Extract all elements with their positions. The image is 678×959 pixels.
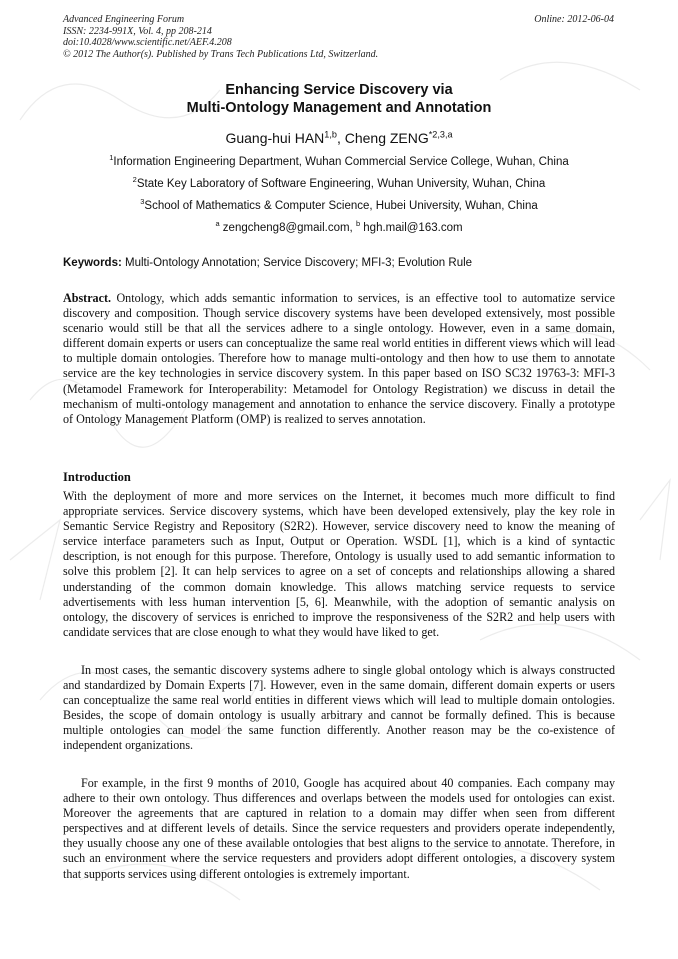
affiliation-3 — [0, 199, 678, 213]
author-list — [0, 129, 678, 147]
affiliation-2-text: State Key Laboratory of Software Engineering, Wuhan University, Wuhan, China — [136, 178, 546, 190]
introduction-heading: Introduction — [63, 470, 131, 484]
author-1: Guang-hui HAN — [225, 130, 325, 146]
online-date: Online: 2012-06-04 — [534, 14, 614, 25]
copyright-line: © 2012 The Author(s). Published by Trans Tech Publications Ltd, Switzerland. — [63, 48, 379, 60]
publication-header — [63, 14, 483, 60]
email-a-mark: a — [215, 219, 220, 229]
journal-name: Advanced Engineering Forum — [63, 14, 185, 25]
affiliation-2 — [0, 177, 678, 191]
affiliation-2-mark: 2 — [132, 175, 137, 185]
affiliation-3-mark: 3 — [140, 197, 145, 207]
abstract-text: Ontology, which adds semantic information to services, is an effective tool to automatize service discovery and composition. Though service discovery systems have been developed extensively, most possible scenario would still be that all the services adhere to a single ontology. However, even in a same domain, different domain experts or users can conceptualize the same real world entities in different views which will lead to multiple domain ontologies. Therefore how to manage multi-ontology and then how to use them to annotate service are the key technologies in service discovery system. In this paper based on ISO SC32 19763-3: MFI-3 (Metamodel Framework for Interoperability: Metamodel for Ontology Registration) we discuss in detail the mechanism of multi-ontology management and annotation to enhance the service discovery. Finally a prototype of Ontology Management Platform (OMP) is realized to serves annotation. — [63, 291, 615, 426]
keywords-text: Multi-Ontology Annotation; Service Discovery; MFI-3; Evolution Rule — [121, 257, 473, 269]
issn-line: ISSN: 2234-991X, Vol. 4, pp 208-214 — [63, 25, 212, 37]
affiliation-3-text: School of Mathematics & Computer Science, Hubei University, Wuhan, China — [144, 200, 538, 212]
affiliation-1-text: Information Engineering Department, Wuhan Commercial Service College, Wuhan, China — [113, 156, 569, 168]
author-2-affiliation: *2,3,a — [428, 129, 453, 140]
doi-line: doi:10.4028/www.scientific.net/AEF.4.208 — [63, 37, 232, 48]
affiliation-1 — [0, 155, 678, 169]
intro-paragraph-3: For example, in the first 9 months of 2010, Google has acquired about 40 companies. Each company may adhere to their own ontology. Thus differences and overlaps between the models used for ontologies can exist. Moreover the agreements that are captured in relation to a domain may differ when seen from different perspectives and at different levels of details. Since the service requesters and providers operate independently, they usually choose any one of these available ontologies that best aligns to the service to annotate. Therefore, in such an environment where the service requesters and providers adopt different ontologies, a discovery system that supports services using different ontologies is extremely important. — [63, 776, 615, 881]
keywords-label: Keywords: — [63, 257, 122, 269]
author-2: Cheng ZENG — [344, 130, 429, 146]
author-emails — [0, 221, 678, 235]
keywords — [63, 256, 615, 270]
intro-paragraph-2: In most cases, the semantic discovery systems adhere to single global ontology which is always constructed and standardized by Domain Experts [7]. However, even in the same domain, different domain experts or users can conceptualize the same real world entities in different views which will lead to multiple domain ontologies. Besides, the scope of domain ontology is usually arbitrary and cannot be formally defined. This is because multiple ontologies can model the same function differently. Another reason may be the co-existence of independent organizations. — [63, 663, 615, 753]
email-a[interactable]: zengcheng8@gmail.com, — [219, 222, 356, 234]
paper-title — [0, 81, 678, 117]
title-line-1: Enhancing Service Discovery via — [225, 82, 453, 98]
abstract-paragraph — [63, 291, 615, 427]
author-separator: , — [336, 130, 345, 146]
email-b-mark: b — [355, 219, 361, 229]
email-b[interactable]: hgh.mail@163.com — [360, 222, 463, 234]
abstract-label: Abstract. — [63, 291, 112, 305]
affiliation-1-mark: 1 — [109, 153, 114, 163]
author-1-affiliation: 1,b — [324, 129, 337, 140]
intro-paragraph-1: With the deployment of more and more services on the Internet, it becomes much more difficult to find appropriate services. Service discovery systems, which have been developed extensively, play the key role in Semantic Service Registry and Repository (S2R2). However, service discovery need to know the meaning of service interface parameters such as Input, Output or Operation. WSDL [1], which is a kind of syntactic description, is not enough for this purpose. Therefore, Ontology is usually used to add semantic information to solve this problem [2]. It can help services to agree on a set of concepts and relationships allowing a shared understanding of the common domain knowledge. This allows matching service requests to service advertisements with less human intervention [5, 6]. Meanwhile, with the adoption of semantic analysis on ontology, the discovery of services is enriched to improve the responsiveness of the S2R2 and help users with candidate services that are close enough to what they would have liked to get. — [63, 489, 615, 639]
title-line-2: Multi-Ontology Management and Annotation — [186, 100, 492, 116]
